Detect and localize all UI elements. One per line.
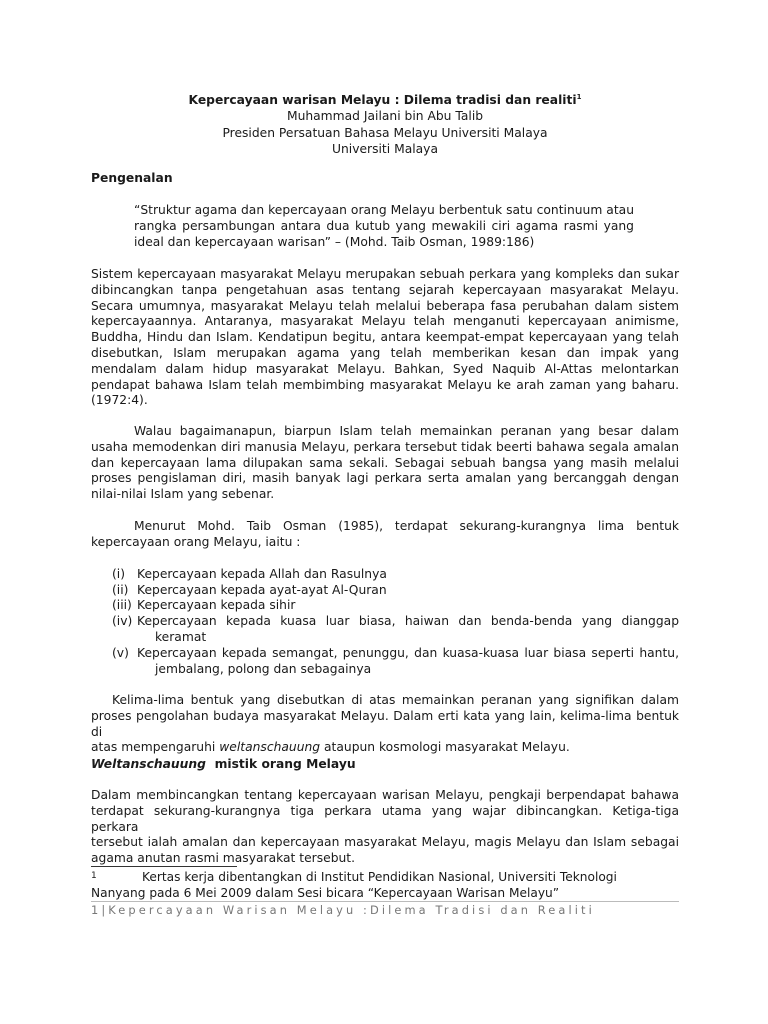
paragraph-line	[91, 740, 679, 756]
list-item-number: (iii)	[112, 598, 132, 612]
paragraph-3	[91, 519, 679, 551]
author-position: Presiden Persatuan Bahasa Melayu Universiti Malaya	[222, 125, 548, 140]
list-item-number: (ii)	[112, 583, 129, 597]
list-item	[112, 583, 679, 599]
list-item-number: (i)	[112, 567, 126, 581]
paragraph-line: Walau bagaimanapun, biarpun Islam telah memainkan peranan yang besar dalam	[134, 424, 679, 438]
quote-line: rangka persambungan antara dua kutub yang mewakili ciri agama rasmi yang	[134, 218, 634, 233]
paragraph-line: Kelima-lima bentuk yang disebutkan di atas memainkan peranan yang signifikan dalam	[112, 693, 679, 707]
paragraph-1	[91, 267, 679, 409]
list-item	[112, 567, 679, 583]
paragraph-line: nilai-nilai Islam yang sebenar.	[91, 487, 275, 502]
paragraph-line: Dalam membincangkan tentang kepercayaan warisan Melayu, pengkaji berpendapat bahawa	[91, 788, 679, 802]
list-item-number: (v)	[112, 646, 129, 660]
paragraph-line: proses pengislaman diri, masih banyak lagi perkara serta amalan yang bercanggah dengan	[91, 471, 679, 486]
text-run: ataupun kosmologi masyarakat Melayu.	[320, 740, 570, 755]
block-quote	[134, 203, 634, 250]
paragraph-line: disebutkan, Islam merupakan agama yang telah memberikan kesan dan impak yang	[91, 345, 679, 360]
paragraph-line: Sistem kepercayaan masyarakat Melayu merupakan sebuah perkara yang kompleks dan sukar	[91, 267, 679, 281]
heading-italic: Weltanschauung	[91, 757, 206, 771]
paragraph-line: dan kepercayaan lama dilupakan sama sekali. Sebagai sebuah bangsa yang masih melalui	[91, 455, 679, 470]
document-header	[91, 92, 679, 158]
list-item-text: Kepercayaan kepada kuasa luar biasa, haiwan dan benda-benda yang dianggap	[137, 614, 679, 628]
paragraph-5	[91, 788, 679, 867]
paragraph-line: Secara umumnya, masyarakat Melayu telah melalui beberapa fasa perubahan dalam sistem	[91, 298, 679, 313]
paragraph-line: usaha memodenkan diri manusia Melayu, perkara tersebut tidak beerti bahawa segala amalan	[91, 439, 679, 454]
paragraph-line: terdapat sekurang-kurangnya tiga perkara utama yang wajar dibincangkan. Ketiga-tiga perkara	[91, 803, 679, 834]
list-item	[112, 598, 679, 614]
list-item-line	[112, 646, 679, 662]
paragraph-line: proses pengolahan budaya masyarakat Melayu. Dalam erti kata yang lain, kelima-lima bentuk di	[91, 708, 679, 739]
footnote-text: Kertas kerja dibentangkan di Institut Pendidikan Nasional, Universiti Teknologi	[142, 870, 617, 884]
section-heading-pengenalan: Pengenalan	[91, 171, 173, 185]
paragraph-line: mendalam dalam hidup masyarakat Melayu. Bahkan, Syed Naquib Al-Attas melontarkan	[91, 361, 679, 376]
author-name: Muhammad Jailani bin Abu Talib	[286, 109, 484, 124]
heading-text: mistik orang Melayu	[214, 757, 356, 771]
list-item-line	[112, 614, 679, 630]
document-title: Kepercayaan warisan Melayu : Dilema tradisi dan realiti$^1$	[188, 93, 582, 107]
list-item-text: Kepercayaan kepada ayat-ayat Al-Quran	[137, 583, 387, 597]
paragraph-line: (1972:4).	[91, 393, 148, 408]
footer-separator	[91, 901, 679, 902]
page-footer	[91, 903, 681, 917]
list-item	[112, 646, 679, 678]
list-item-text: Kepercayaan kepada sihir	[137, 598, 296, 612]
paragraph-line: pendapat bahawa Islam telah membimbing masyarakat Melayu ke arah zaman yang baharu.	[91, 377, 679, 392]
footnote-ref: 1	[576, 93, 582, 101]
paragraph-line: kepercayaannya. Antaranya, masyarakat Melayu telah menganuti kepercayaan animisme,	[91, 314, 679, 329]
footnote-line	[91, 868, 631, 885]
author-institution: Universiti Malaya	[332, 142, 438, 157]
paragraph-2	[91, 424, 679, 503]
paragraph-line: Buddha, Hindu dan Islam. Kendatipun begitu, antara keempat-empat kepercayaan yang telah	[91, 330, 679, 345]
paragraph-4	[91, 693, 679, 756]
text-run: atas mempengaruhi	[91, 740, 220, 755]
list-item-number: (iv)	[112, 614, 133, 628]
section-heading-weltanschauung	[91, 757, 356, 773]
paragraph-line: agama anutan rasmi masyarakat tersebut.	[91, 851, 356, 866]
footnote-separator	[91, 866, 237, 867]
italic-term: weltanschauung	[219, 740, 321, 755]
list-item-continuation: keramat	[155, 629, 207, 644]
footnote-text: Nanyang pada 6 Mei 2009 dalam Sesi bicara “Kepercayaan Warisan Melayu”	[91, 886, 560, 900]
paragraph-line: dibincangkan tanpa pengetahuan asas tentang sejarah kepercayaan masyarakat Melayu.	[91, 282, 679, 297]
quote-line: ideal dan kepercayaan warisan” – (Mohd. Taib Osman, 1989:186)	[134, 234, 535, 249]
footnote	[91, 868, 631, 901]
paragraph-line: tersebut ialah amalan dan kepercayaan masyarakat Melayu, magis Melayu dan Islam sebagai	[91, 835, 679, 850]
paragraph-line: kepercayaan orang Melayu, iaitu :	[91, 534, 301, 549]
list-item-continuation: jembalang, polong dan sebagainya	[155, 661, 372, 676]
list-item-text: Kepercayaan kepada Allah dan Rasulnya	[137, 567, 387, 581]
paragraph-line: Menurut Mohd. Taib Osman (1985), terdapat sekurang-kurangnya lima bentuk	[134, 519, 679, 533]
list-item	[112, 614, 679, 646]
running-title: |Kepercayaan Warisan Melayu :Dilema Tradisi dan Realiti	[101, 903, 595, 917]
page-number: 1	[91, 903, 102, 917]
list-item-text: Kepercayaan kepada semangat, penunggu, dan kuasa-kuasa luar biasa seperti hantu,	[137, 646, 679, 660]
footnote-marker: 1	[91, 871, 97, 881]
quote-line: “Struktur agama dan kepercayaan orang Melayu berbentuk satu continuum atau	[134, 203, 634, 217]
